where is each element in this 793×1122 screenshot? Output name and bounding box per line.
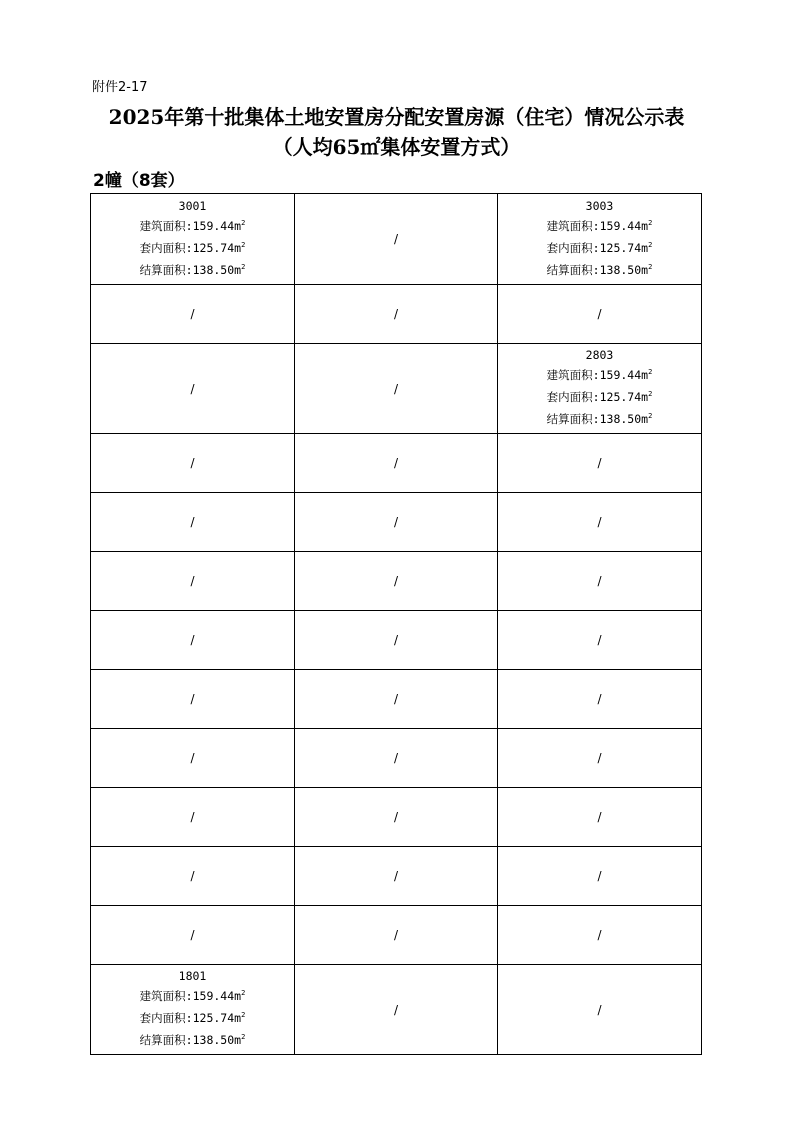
empty-cell: /	[295, 611, 498, 670]
unit-cell-1801	[91, 965, 295, 1055]
unit-cell-2803	[498, 344, 702, 434]
unit-number: 2803	[585, 348, 614, 362]
inner-area-line: 套内面积$:125.74m^2$	[139, 1011, 246, 1025]
empty-cell: /	[498, 493, 702, 552]
table-row	[91, 729, 702, 788]
settle-area-line: 结算面积$:138.50m^2$	[139, 1033, 246, 1047]
table-row	[91, 344, 702, 434]
document-title: 2025年第十批集体土地安置房分配安置房源（住宅）情况公示表	[108, 105, 685, 129]
unit-number: 3003	[585, 198, 614, 213]
empty-cell: /	[295, 670, 498, 729]
empty-cell: /	[91, 493, 295, 552]
table-row	[91, 493, 702, 552]
empty-cell: /	[498, 434, 702, 493]
empty-cell: /	[295, 965, 498, 1055]
empty-cell: /	[91, 285, 295, 344]
empty-cell: /	[295, 493, 498, 552]
empty-cell: /	[295, 344, 498, 434]
empty-cell: /	[91, 906, 295, 965]
build-area-line: 建筑面积$:159.44m^2$	[139, 218, 246, 233]
empty-cell: /	[91, 344, 295, 434]
empty-cell: /	[498, 906, 702, 965]
table-row	[91, 434, 702, 493]
inner-area-line: 套内面积$:125.74m^2$	[546, 390, 653, 404]
empty-cell: /	[91, 670, 295, 729]
table-row	[91, 611, 702, 670]
settle-area-line: 结算面积$:138.50m^2$	[546, 412, 653, 426]
empty-cell: /	[295, 906, 498, 965]
unit-cell-3003	[498, 194, 702, 285]
empty-cell: /	[295, 552, 498, 611]
empty-cell: /	[91, 847, 295, 906]
building-label: 2幢（8套）	[93, 171, 185, 191]
empty-cell: /	[295, 847, 498, 906]
build-area-line: 建筑面积$:159.44m^2$	[546, 218, 653, 233]
unit-cell-3001	[91, 194, 295, 285]
empty-cell: /	[295, 434, 498, 493]
unit-number: 1801	[178, 969, 207, 983]
empty-cell: /	[295, 729, 498, 788]
empty-cell: /	[498, 285, 702, 344]
build-area-line: 建筑面积$:159.44m^2$	[139, 989, 246, 1003]
empty-cell: /	[498, 965, 702, 1055]
table-row	[91, 965, 702, 1055]
inner-area-line: 套内面积$:125.74m^2$	[546, 240, 653, 255]
unit-number: 3001	[178, 198, 207, 213]
empty-cell: /	[91, 788, 295, 847]
empty-cell: /	[91, 729, 295, 788]
housing-table	[90, 193, 702, 1055]
empty-cell: /	[91, 611, 295, 670]
table-row	[91, 788, 702, 847]
inner-area-line: 套内面积$:125.74m^2$	[139, 240, 246, 255]
empty-cell: /	[498, 552, 702, 611]
table-row	[91, 906, 702, 965]
table-row	[91, 285, 702, 344]
empty-cell: /	[91, 552, 295, 611]
document-subtitle: （人均65㎡集体安置方式）	[272, 135, 521, 159]
table-row	[91, 670, 702, 729]
attachment-number: 附件2-17	[92, 80, 148, 95]
empty-cell: /	[498, 788, 702, 847]
settle-area-line: 结算面积$:138.50m^2$	[139, 262, 246, 277]
empty-cell: /	[498, 670, 702, 729]
empty-cell: /	[295, 285, 498, 344]
table-row	[91, 552, 702, 611]
settle-area-line: 结算面积$:138.50m^2$	[546, 262, 653, 277]
build-area-line: 建筑面积$:159.44m^2$	[546, 368, 653, 382]
empty-cell: /	[498, 611, 702, 670]
table-row	[91, 194, 702, 285]
empty-cell: /	[498, 847, 702, 906]
empty-cell: /	[295, 788, 498, 847]
table-row	[91, 847, 702, 906]
empty-cell: /	[498, 729, 702, 788]
empty-cell: /	[91, 434, 295, 493]
empty-cell: /	[295, 194, 498, 285]
